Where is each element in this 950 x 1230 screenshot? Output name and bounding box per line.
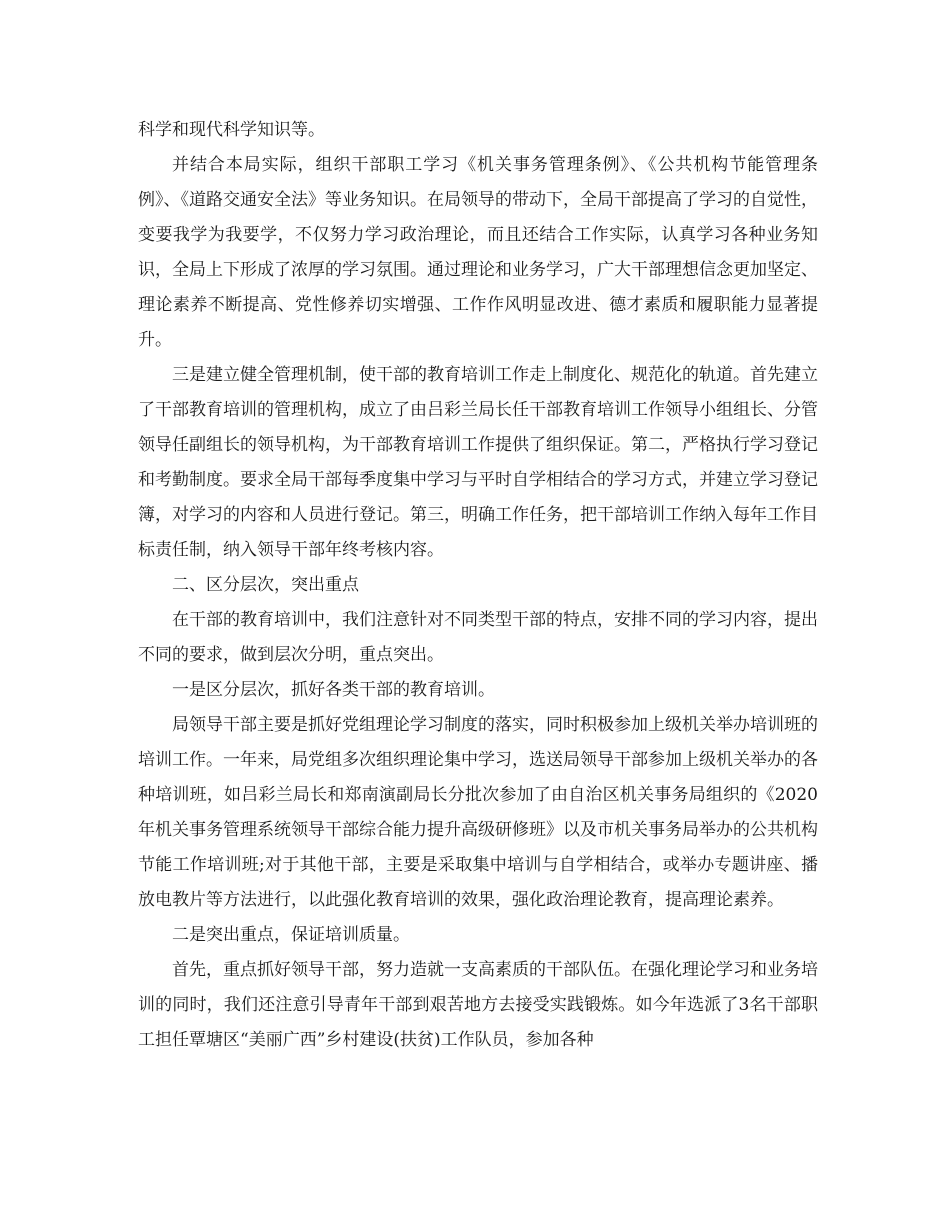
- paragraph: 一是区分层次，抓好各类干部的教育培训。: [172, 680, 495, 700]
- document-body: [138, 113, 818, 1058]
- paragraph: 二是突出重点，保证培训质量。: [172, 925, 410, 945]
- paragraph: 在干部的教育培训中，我们注意针对不同类型干部的特点，安排不同的学习内容，提出不同的要求，做到层次分明，重点突出。: [138, 610, 818, 665]
- paragraph: 局领导干部主要是抓好党组理论学习制度的落实，同时积极参加上级机关举办培训班的培训工作。一年来，局党组多次组织理论集中学习，选送局领导干部参加上级机关举办的各种培训班，如吕彩兰局长和郑南演副局长分批次参加了由自治区机关事务局组织的《2020年机关事务管理系统领导干部综合能力提升高级研修班》以及市机关事务局举办的公共机构节能工作培训班;对于其他干部，主要是采取集中培训与自学相结合，或举办专题讲座、播放电教片等方法进行，以此强化教育培训的效果，强化政治理论教育，提高理论素养。: [138, 715, 818, 910]
- paragraph: 科学和现代科学知识等。: [138, 120, 325, 140]
- section-heading: 二、区分层次，突出重点: [172, 575, 359, 595]
- paragraph: 并结合本局实际，组织干部职工学习《机关事务管理条例》、《公共机构节能管理条例》、《道路交通安全法》等业务知识。在局领导的带动下，全局干部提高了学习的自觉性，变要我学为我要学，不仅努力学习政治理论，而且还结合工作实际，认真学习各种业务知识，全局上下形成了浓厚的学习氛围。通过理论和业务学习，广大干部理想信念更加坚定、理论素养不断提高、党性修养切实增强、工作作风明显改进、德才素质和履职能力显著提升。: [138, 155, 818, 350]
- paragraph: 三是建立健全管理机制，使干部的教育培训工作走上制度化、规范化的轨道。首先建立了干部教育培训的管理机构，成立了由吕彩兰局长任干部教育培训工作领导小组组长、分管领导任副组长的领导机构，为干部教育培训工作提供了组织保证。第二，严格执行学习登记和考勤制度。要求全局干部每季度集中学习与平时自学相结合的学习方式，并建立学习登记簿，对学习的内容和人员进行登记。第三，明确工作任务，把干部培训工作纳入每年工作目标责任制，纳入领导干部年终考核内容。: [138, 365, 818, 560]
- paragraph: 首先，重点抓好领导干部，努力造就一支高素质的干部队伍。在强化理论学习和业务培训的同时，我们还注意引导青年干部到艰苦地方去接受实践锻炼。如今年选派了3名干部职工担任覃塘区“美丽广西”乡村建设(扶贫)工作队员，参加各种: [138, 960, 818, 1050]
